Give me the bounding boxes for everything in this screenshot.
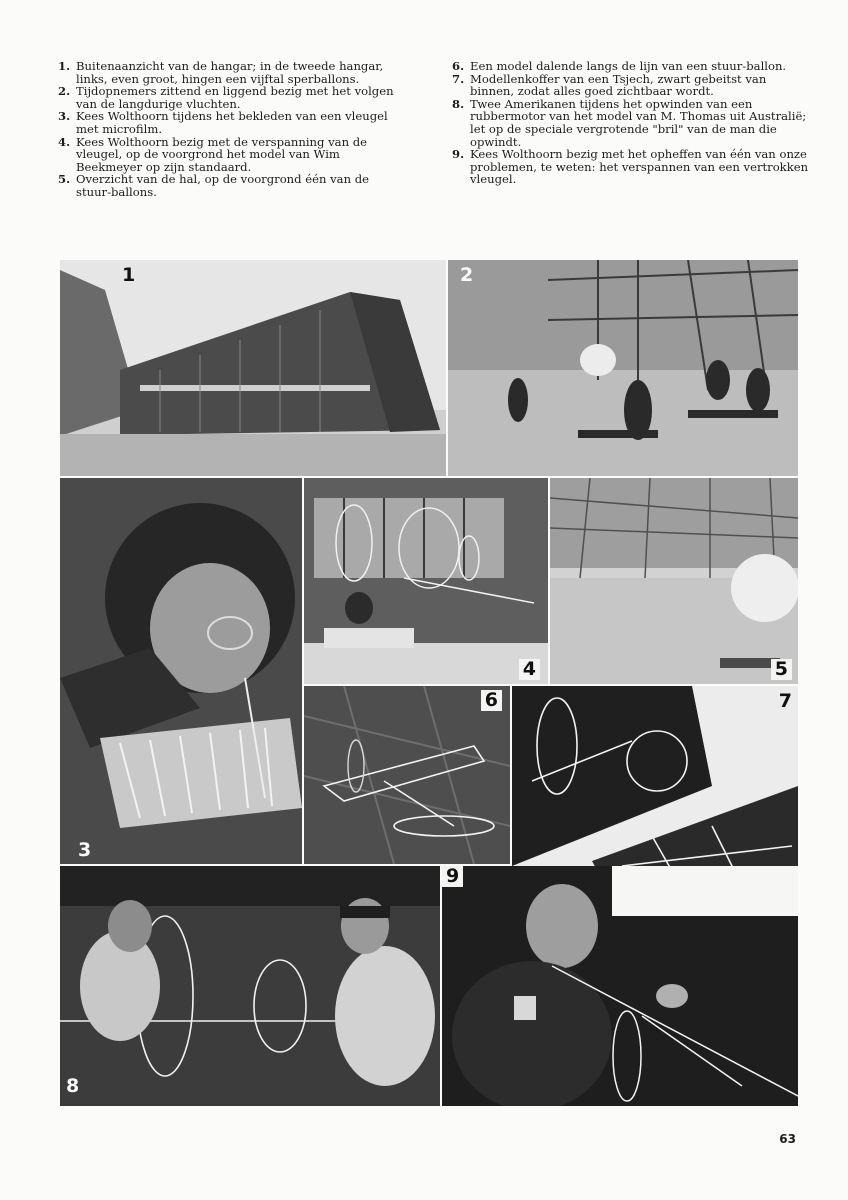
caption-text: Een model dalende langs de lijn van een stuur-ballon. bbox=[470, 59, 787, 73]
caption-number: 9. bbox=[452, 147, 465, 162]
photo-bracing-wing bbox=[304, 478, 548, 684]
photo-hall-overview bbox=[550, 478, 798, 684]
caption-6 bbox=[452, 60, 812, 73]
photo-model-descending bbox=[304, 686, 510, 864]
photo-label-8: 8 bbox=[66, 1075, 80, 1097]
caption-number: 7. bbox=[452, 71, 465, 86]
caption-7 bbox=[452, 73, 812, 98]
caption-3 bbox=[58, 110, 396, 135]
photo-label-7: 7 bbox=[778, 690, 792, 712]
photo-bracing-warped-wing bbox=[442, 866, 798, 1106]
caption-4 bbox=[58, 136, 396, 174]
caption-text: Twee Amerikanen tijdens het opwinden van een rubbermotor van het model van M. Thomas uit Australië; let op de speciale vergrotende "bril" van de man die opwindt. bbox=[470, 96, 807, 149]
photo-1-image bbox=[60, 260, 446, 476]
photo-2-image bbox=[448, 260, 798, 476]
photo-label-9: 9 bbox=[442, 866, 463, 887]
photo-winding-rubber bbox=[60, 866, 440, 1106]
caption-text: Kees Wolthoorn bezig met het opheffen van één van onze problemen, te weten: het verspannen van een vertrokken vleugel. bbox=[470, 147, 809, 187]
caption-text: Modellenkoffer van een Tsjech, zwart gebeitst van binnen, zodat alles goed zichtbaar wordt. bbox=[470, 71, 767, 99]
caption-number: 2. bbox=[58, 84, 71, 99]
caption-text: Buitenaanzicht van de hangar; in de tweede hangar, links, even groot, hingen een vijftal sperballons. bbox=[76, 59, 384, 86]
photo-label-5: 5 bbox=[771, 659, 792, 680]
caption-text: Tijdopnemers zittend en liggend bezig met het volgen van de langdurige vluchten. bbox=[76, 84, 394, 111]
caption-2 bbox=[58, 85, 396, 110]
photo-8-image bbox=[60, 866, 440, 1106]
photo-3-image bbox=[60, 478, 302, 864]
photo-6-image bbox=[304, 686, 510, 864]
caption-number: 4. bbox=[58, 134, 71, 149]
caption-number: 1. bbox=[58, 59, 71, 73]
caption-9 bbox=[452, 148, 812, 186]
caption-number: 3. bbox=[58, 109, 71, 124]
photo-9-image bbox=[442, 866, 798, 1106]
photo-timekeepers bbox=[448, 260, 798, 476]
caption-1 bbox=[58, 60, 396, 85]
caption-text: Overzicht van de hal, op de voorgrond één van de stuur-ballons. bbox=[76, 172, 370, 199]
caption-number: 5. bbox=[58, 172, 71, 187]
page-number: 63 bbox=[779, 1132, 796, 1146]
photo-label-1: 1 bbox=[122, 264, 136, 286]
caption-8 bbox=[452, 98, 812, 148]
captions-right-column bbox=[452, 60, 812, 186]
caption-number: 6. bbox=[452, 59, 465, 73]
caption-text: Kees Wolthoorn bezig met de verspanning van de vleugel, op de voorgrond het model van Wim Beekmeyer op zijn standaard. bbox=[76, 134, 368, 174]
photo-label-6: 6 bbox=[481, 690, 502, 711]
captions-left-column bbox=[58, 60, 396, 199]
photo-covering-wing bbox=[60, 478, 302, 864]
photo-label-2: 2 bbox=[460, 264, 474, 286]
photo-4-image bbox=[304, 478, 548, 684]
photo-label-3: 3 bbox=[78, 839, 92, 861]
caption-text: Kees Wolthoorn tijdens het bekleden van een vleugel met microfilm. bbox=[76, 109, 388, 136]
photo-label-4: 4 bbox=[519, 659, 540, 680]
caption-5 bbox=[58, 173, 396, 198]
caption-number: 8. bbox=[452, 96, 465, 111]
photo-hangar-exterior bbox=[60, 260, 446, 476]
photo-5-image bbox=[550, 478, 798, 684]
